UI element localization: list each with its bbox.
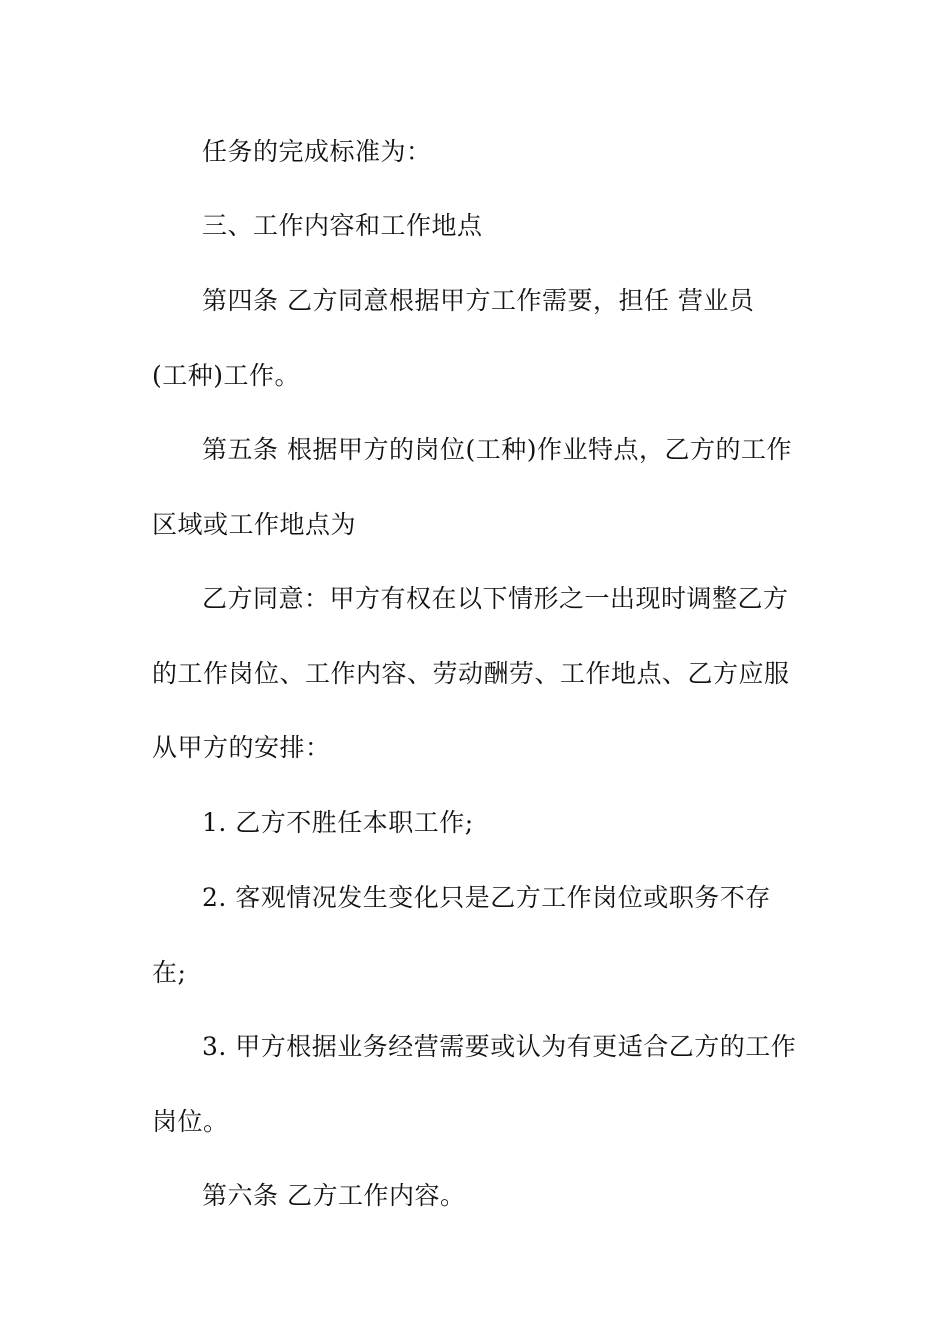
paragraph-line: 第四条 乙方同意根据甲方工作需要，担任 营业员 <box>202 286 755 315</box>
list-item: 2. 客观情况发生变化只是乙方工作岗位或职务不存 <box>202 883 771 912</box>
list-item: 3. 甲方根据业务经营需要或认为有更适合乙方的工作 <box>202 1032 797 1061</box>
paragraph-line: (工种)工作。 <box>152 361 301 390</box>
paragraph-line: 乙方同意：甲方有权在以下情形之一出现时调整乙方 <box>202 584 789 613</box>
paragraph-line: 区域或工作地点为 <box>152 510 357 539</box>
list-item: 1. 乙方不胜任本职工作; <box>202 808 474 837</box>
paragraph-line: 的工作岗位、工作内容、劳动酬劳、工作地点、乙方应服 <box>152 659 790 688</box>
paragraph-line: 任务的完成标准为： <box>202 137 432 166</box>
paragraph-line: 第五条 根据甲方的岗位(工种)作业特点，乙方的工作 <box>202 435 792 464</box>
list-item-continuation: 在; <box>152 958 187 987</box>
paragraph-line: 第六条 乙方工作内容。 <box>202 1181 466 1210</box>
section-heading: 三、工作内容和工作地点 <box>202 211 483 240</box>
list-item-continuation: 岗位。 <box>152 1107 229 1136</box>
paragraph-line: 从甲方的安排： <box>152 733 331 762</box>
